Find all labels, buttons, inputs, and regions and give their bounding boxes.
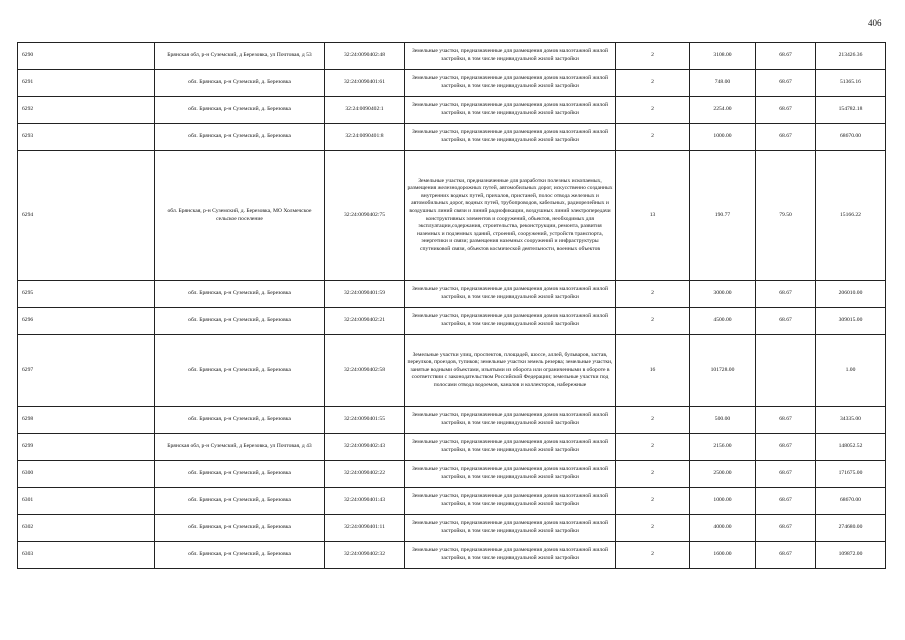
row-number-cell: 6291 [18, 70, 155, 97]
specific-value-cell: 68.67 [756, 434, 816, 461]
area-cell: 190.77 [690, 151, 756, 281]
cadastral-value-cell: 68670.00 [816, 124, 886, 151]
area-cell: 1600.00 [690, 542, 756, 569]
table-row [18, 335, 886, 407]
cadastral-value-cell: 171675.00 [816, 461, 886, 488]
land-use-description-cell: Земельные участки, предназначенные для размещения домов малоэтажной жилой застройки, в том числе индивидуальной жилой застройки [405, 434, 616, 461]
area-cell: 101728.00 [690, 335, 756, 407]
land-use-description-cell: Земельные участки, предназначенные для размещения домов малоэтажной жилой застройки, в том числе индивидуальной жилой застройки [405, 461, 616, 488]
area-cell: 2500.00 [690, 461, 756, 488]
specific-value-cell: 68.67 [756, 70, 816, 97]
land-use-description-cell: Земельные участки, предназначенные для разработки полезных ископаемых, размещения железнодорожных путей, автомобильных дорог, искусственно созданных внутренних водных путей, причалов, пристаней, полос отвода железных и автомобильных дорог, водных путей, трубопроводов, кабельных, радиорелейных и воздушных линий связи и линий радиофикации, воздушных линий электропередачи конструктивных элементов и сооружений, объектов, необходимых для эксплуатации,содержания, строительства, реконструкции, ремонта, развития наземных и подземных зданий, строений, сооружений, устройств транспорта, энергетики и связи; размещения наземных сооружений и инфраструктуры спутниковой связи, объектов космической деятельности, военных объектов [405, 151, 616, 281]
table-row [18, 97, 886, 124]
table-row [18, 542, 886, 569]
table-row [18, 488, 886, 515]
address-cell: обл. Брянская, р-н Суземский, д. Березовка [155, 308, 325, 335]
cadastral-number-cell: 32:24:0090401:55 [325, 407, 405, 434]
address-cell: Брянская обл, р-н Суземский, д Березовка, ул Почтовая, д 43 [155, 434, 325, 461]
cadastral-number-cell: 32:24:0090401:61 [325, 70, 405, 97]
specific-value-cell: 68.67 [756, 97, 816, 124]
cadastral-number-cell: 32:24:0090402:58 [325, 335, 405, 407]
specific-value-cell: 68.67 [756, 124, 816, 151]
table-row [18, 308, 886, 335]
specific-value-cell: 68.67 [756, 43, 816, 70]
cadastral-value-cell: 309015.00 [816, 308, 886, 335]
land-use-description-cell: Земельные участки, предназначенные для размещения домов малоэтажной жилой застройки, в том числе индивидуальной жилой застройки [405, 97, 616, 124]
area-cell: 4500.00 [690, 308, 756, 335]
address-cell: обл. Брянская, р-н Суземский, д. Березовка [155, 407, 325, 434]
area-cell: 4000.00 [690, 515, 756, 542]
cadastral-number-cell: 32:24:0090401:11 [325, 515, 405, 542]
land-use-description-cell: Земельные участки, предназначенные для размещения домов малоэтажной жилой застройки, в том числе индивидуальной жилой застройки [405, 124, 616, 151]
area-cell: 3108.00 [690, 43, 756, 70]
land-use-description-cell: Земельные участки, предназначенные для размещения домов малоэтажной жилой застройки, в том числе индивидуальной жилой застройки [405, 515, 616, 542]
table-row [18, 407, 886, 434]
registry-body [18, 43, 886, 569]
specific-value-cell: 68.67 [756, 461, 816, 488]
specific-value-cell: 79.50 [756, 151, 816, 281]
table-row [18, 281, 886, 308]
row-number-cell: 6300 [18, 461, 155, 488]
table-row [18, 43, 886, 70]
land-use-description-cell: Земельные участки улиц, проспектов, площадей, шоссе, аллей, бульваров, застав, переулков, проездов, тупиков; земельные участки земель резерва; земельные участки, занятые водными объектами, изъятыми из оборота или ограниченными в обороте в соответствии с законодательством Российской Федерации; земельные участки под полосами отвода водоемов, каналов и коллекторов, набережные [405, 335, 616, 407]
land-use-description-cell: Земельные участки, предназначенные для размещения домов малоэтажной жилой застройки, в том числе индивидуальной жилой застройки [405, 542, 616, 569]
cadastral-value-cell: 109872.00 [816, 542, 886, 569]
row-number-cell: 6303 [18, 542, 155, 569]
use-group-cell: 2 [616, 308, 690, 335]
cadastral-value-cell: 1.00 [816, 335, 886, 407]
use-group-cell: 2 [616, 461, 690, 488]
specific-value-cell: 68.67 [756, 281, 816, 308]
table-row [18, 515, 886, 542]
row-number-cell: 6294 [18, 151, 155, 281]
row-number-cell: 6301 [18, 488, 155, 515]
table-row [18, 124, 886, 151]
row-number-cell: 6299 [18, 434, 155, 461]
address-cell: обл. Брянская, р-н Суземский, д. Березовка [155, 281, 325, 308]
address-cell: обл. Брянская, р-н Суземский, д. Березовка [155, 488, 325, 515]
address-cell: обл. Брянская, р-н Суземский, д. Березовка [155, 335, 325, 407]
cadastral-value-cell: 68670.00 [816, 488, 886, 515]
use-group-cell: 2 [616, 97, 690, 124]
row-number-cell: 6297 [18, 335, 155, 407]
area-cell: 500.00 [690, 407, 756, 434]
use-group-cell: 2 [616, 542, 690, 569]
cadastral-value-cell: 206010.00 [816, 281, 886, 308]
address-cell: Брянская обл, р-н Суземский, д Березовка, ул Почтовая, д 53 [155, 43, 325, 70]
specific-value-cell: 68.67 [756, 488, 816, 515]
page-number: 406 [868, 18, 882, 28]
cadastral-number-cell: 32:24:0090401:59 [325, 281, 405, 308]
row-number-cell: 6295 [18, 281, 155, 308]
land-registry-table [17, 42, 886, 569]
use-group-cell: 16 [616, 335, 690, 407]
use-group-cell: 2 [616, 407, 690, 434]
row-number-cell: 6296 [18, 308, 155, 335]
address-cell: обл. Брянская, р-н Суземский, д. Березовка [155, 461, 325, 488]
cadastral-value-cell: 15166.22 [816, 151, 886, 281]
area-cell: 2254.00 [690, 97, 756, 124]
cadastral-number-cell: 32:24:0090401:43 [325, 488, 405, 515]
land-use-description-cell: Земельные участки, предназначенные для размещения домов малоэтажной жилой застройки, в том числе индивидуальной жилой застройки [405, 43, 616, 70]
cadastral-value-cell: 148052.52 [816, 434, 886, 461]
row-number-cell: 6298 [18, 407, 155, 434]
cadastral-value-cell: 154782.18 [816, 97, 886, 124]
address-cell: обл. Брянская, р-н Суземский, д. Березовка, МО Холмечское сельское поселение [155, 151, 325, 281]
cadastral-value-cell: 51365.16 [816, 70, 886, 97]
use-group-cell: 2 [616, 488, 690, 515]
specific-value-cell [756, 335, 816, 407]
address-cell: обл. Брянская, р-н Суземский, д. Березовка [155, 70, 325, 97]
area-cell: 748.00 [690, 70, 756, 97]
use-group-cell: 2 [616, 43, 690, 70]
specific-value-cell: 68.67 [756, 407, 816, 434]
use-group-cell: 2 [616, 434, 690, 461]
land-use-description-cell: Земельные участки, предназначенные для размещения домов малоэтажной жилой застройки, в том числе индивидуальной жилой застройки [405, 308, 616, 335]
cadastral-number-cell: 32:24:0090402:22 [325, 461, 405, 488]
specific-value-cell: 68.67 [756, 515, 816, 542]
address-cell: обл. Брянская, р-н Суземский, д. Березовка [155, 515, 325, 542]
table-row [18, 461, 886, 488]
address-cell: обл. Брянская, р-н Суземский, д. Березовка [155, 124, 325, 151]
land-use-description-cell: Земельные участки, предназначенные для размещения домов малоэтажной жилой застройки, в том числе индивидуальной жилой застройки [405, 407, 616, 434]
use-group-cell: 2 [616, 124, 690, 151]
use-group-cell: 2 [616, 281, 690, 308]
row-number-cell: 6292 [18, 97, 155, 124]
land-use-description-cell: Земельные участки, предназначенные для размещения домов малоэтажной жилой застройки, в том числе индивидуальной жилой застройки [405, 488, 616, 515]
cadastral-number-cell: 32:24:0090402:32 [325, 542, 405, 569]
cadastral-number-cell: 32:24:0090402:1 [325, 97, 405, 124]
table-row [18, 70, 886, 97]
table-row [18, 434, 886, 461]
specific-value-cell: 68.67 [756, 308, 816, 335]
cadastral-number-cell: 32:24:0090402:75 [325, 151, 405, 281]
address-cell: обл. Брянская, р-н Суземский, д. Березовка [155, 542, 325, 569]
land-use-description-cell: Земельные участки, предназначенные для размещения домов малоэтажной жилой застройки, в том числе индивидуальной жилой застройки [405, 70, 616, 97]
use-group-cell: 2 [616, 515, 690, 542]
address-cell: обл. Брянская, р-н Суземский, д. Березовка [155, 97, 325, 124]
area-cell: 2156.00 [690, 434, 756, 461]
row-number-cell: 6290 [18, 43, 155, 70]
row-number-cell: 6293 [18, 124, 155, 151]
area-cell: 1000.00 [690, 124, 756, 151]
row-number-cell: 6302 [18, 515, 155, 542]
area-cell: 1000.00 [690, 488, 756, 515]
use-group-cell: 13 [616, 151, 690, 281]
cadastral-number-cell: 32:24:0090401:8 [325, 124, 405, 151]
cadastral-number-cell: 32:24:0090402:43 [325, 434, 405, 461]
land-use-description-cell: Земельные участки, предназначенные для размещения домов малоэтажной жилой застройки, в том числе индивидуальной жилой застройки [405, 281, 616, 308]
cadastral-value-cell: 34335.00 [816, 407, 886, 434]
use-group-cell: 2 [616, 70, 690, 97]
cadastral-number-cell: 32:24:0090402:48 [325, 43, 405, 70]
cadastral-value-cell: 274680.00 [816, 515, 886, 542]
table-row [18, 151, 886, 281]
specific-value-cell: 68.67 [756, 542, 816, 569]
cadastral-number-cell: 32:24:0090402:21 [325, 308, 405, 335]
cadastral-value-cell: 213426.36 [816, 43, 886, 70]
area-cell: 3000.00 [690, 281, 756, 308]
